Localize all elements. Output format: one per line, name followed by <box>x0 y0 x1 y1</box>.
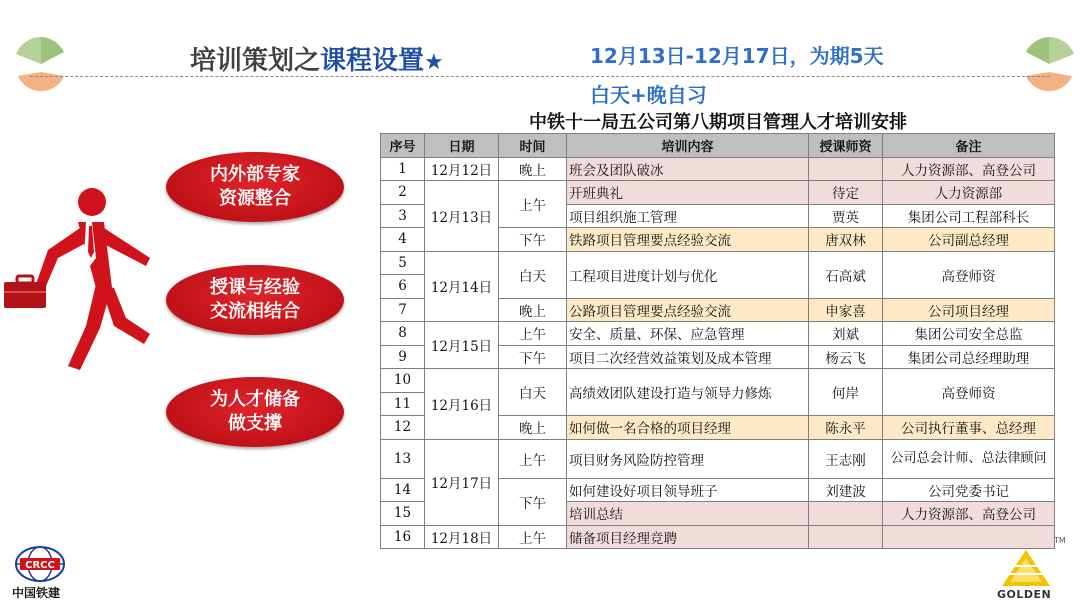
row-teacher: 贾英 <box>809 204 883 228</box>
row-no: 6 <box>381 275 425 299</box>
row-no: 13 <box>381 439 425 478</box>
bubble-talent-reserve: 为人才储备 做支撑 <box>166 377 344 447</box>
row-date: 12月12日 <box>425 157 499 181</box>
crcc-logo-text: 中国铁建 <box>12 586 61 600</box>
row-content: 储备项目经理竞聘 <box>567 525 809 549</box>
row-note: 公司项目经理 <box>883 298 1055 322</box>
table-row <box>381 525 1055 549</box>
trademark-mark: TM <box>1054 536 1066 545</box>
row-time: 白天 <box>499 251 567 298</box>
corner-pie-left-icon <box>14 32 68 96</box>
table-row <box>381 181 1055 205</box>
bubble-expert-resources: 内外部专家 资源整合 <box>166 152 344 222</box>
row-note: 集团公司工程部科长 <box>883 204 1055 228</box>
row-no: 7 <box>381 298 425 322</box>
row-time: 上午 <box>499 439 567 478</box>
schedule-mode: 白天+晚自习 <box>590 83 707 107</box>
row-teacher: 杨云飞 <box>809 345 883 369</box>
table-row <box>381 369 1055 393</box>
row-teacher: 唐双林 <box>809 228 883 252</box>
row-date: 12月17日 <box>425 439 499 525</box>
row-no: 3 <box>381 204 425 228</box>
table-title: 中铁十一局五公司第八期项目管理人才培训安排 <box>529 112 907 133</box>
row-note: 人力资源部、高登公司 <box>883 502 1055 526</box>
table-row <box>381 251 1055 275</box>
row-time: 晚上 <box>499 298 567 322</box>
row-note: 公司总会计师、总法律顾问 <box>883 439 1055 478</box>
row-time: 晚上 <box>499 416 567 440</box>
row-time: 上午 <box>499 322 567 346</box>
row-no: 14 <box>381 478 425 502</box>
row-teacher <box>809 502 883 526</box>
col-header-note: 备注 <box>883 134 1055 158</box>
businessman-illustration <box>0 188 160 378</box>
row-date: 12月18日 <box>425 525 499 549</box>
col-header-content: 培训内容 <box>567 134 809 158</box>
row-note: 人力资源部、高登公司 <box>883 157 1055 181</box>
row-content: 开班典礼 <box>567 181 809 205</box>
row-no: 1 <box>381 157 425 181</box>
row-content: 铁路项目管理要点经验交流 <box>567 228 809 252</box>
row-note: 公司执行董事、总经理 <box>883 416 1055 440</box>
row-content: 项目二次经营效益策划及成本管理 <box>567 345 809 369</box>
row-date: 12月15日 <box>425 322 499 369</box>
row-date: 12月13日 <box>425 181 499 252</box>
row-content: 公路项目管理要点经验交流 <box>567 298 809 322</box>
row-time: 上午 <box>499 181 567 228</box>
row-no: 8 <box>381 322 425 346</box>
row-content: 培训总结 <box>567 502 809 526</box>
row-teacher: 待定 <box>809 181 883 205</box>
row-note: 公司党委书记 <box>883 478 1055 502</box>
row-teacher: 陈永平 <box>809 416 883 440</box>
row-no: 16 <box>381 525 425 549</box>
page-title: 培训策划之课程设置★ <box>190 46 444 76</box>
row-no: 9 <box>381 345 425 369</box>
svg-text:CRCC: CRCC <box>25 560 55 571</box>
row-teacher: 石高斌 <box>809 251 883 298</box>
row-no: 12 <box>381 416 425 440</box>
row-content: 工程项目进度计划与优化 <box>567 251 809 298</box>
row-teacher <box>809 525 883 549</box>
row-no: 2 <box>381 181 425 205</box>
row-teacher: 刘建波 <box>809 478 883 502</box>
row-teacher <box>809 157 883 181</box>
row-time: 上午 <box>499 525 567 549</box>
row-teacher: 何岸 <box>809 369 883 416</box>
col-header-date: 日期 <box>425 134 499 158</box>
row-no: 15 <box>381 502 425 526</box>
table-row <box>381 157 1055 181</box>
date-range: 12月13日-12月17日，为期5天 <box>590 44 884 68</box>
row-no: 11 <box>381 392 425 416</box>
row-note <box>883 525 1055 549</box>
row-content: 项目财务风险防控管理 <box>567 439 809 478</box>
corner-pie-right-icon <box>1022 32 1076 96</box>
row-content: 如何做一名合格的项目经理 <box>567 416 809 440</box>
row-note: 人力资源部 <box>883 181 1055 205</box>
bubble-teaching-exchange: 授课与经验 交流相结合 <box>166 265 344 335</box>
table-row <box>381 439 1055 478</box>
row-note: 高登师资 <box>883 369 1055 416</box>
row-teacher: 刘斌 <box>809 322 883 346</box>
table-header-row <box>381 134 1055 158</box>
row-note: 公司副总经理 <box>883 228 1055 252</box>
row-teacher: 申家喜 <box>809 298 883 322</box>
row-teacher: 王志刚 <box>809 439 883 478</box>
row-date: 12月16日 <box>425 369 499 440</box>
row-content: 如何建设好项目领导班子 <box>567 478 809 502</box>
col-header-time: 时间 <box>499 134 567 158</box>
row-content: 安全、质量、环保、应急管理 <box>567 322 809 346</box>
row-date: 12月14日 <box>425 251 499 322</box>
row-time: 晚上 <box>499 157 567 181</box>
training-schedule-table <box>380 133 1055 549</box>
crcc-logo-icon <box>14 544 66 584</box>
row-note: 高登师资 <box>883 251 1055 298</box>
row-no: 4 <box>381 228 425 252</box>
row-content: 班会及团队破冰 <box>567 157 809 181</box>
golden-logo-text: GOLDEN <box>997 588 1052 601</box>
row-content: 项目组织施工管理 <box>567 204 809 228</box>
row-time: 下午 <box>499 478 567 525</box>
col-header-no: 序号 <box>381 134 425 158</box>
header-divider <box>30 76 1050 77</box>
golden-logo-icon <box>998 548 1054 588</box>
row-note: 集团公司安全总监 <box>883 322 1055 346</box>
row-note: 集团公司总经理助理 <box>883 345 1055 369</box>
row-content: 高绩效团队建设打造与领导力修炼 <box>567 369 809 416</box>
table-row <box>381 322 1055 346</box>
row-no: 5 <box>381 251 425 275</box>
row-time: 下午 <box>499 345 567 369</box>
row-time: 白天 <box>499 369 567 416</box>
row-no: 10 <box>381 369 425 393</box>
row-time: 下午 <box>499 228 567 252</box>
col-header-teacher: 授课师资 <box>809 134 883 158</box>
